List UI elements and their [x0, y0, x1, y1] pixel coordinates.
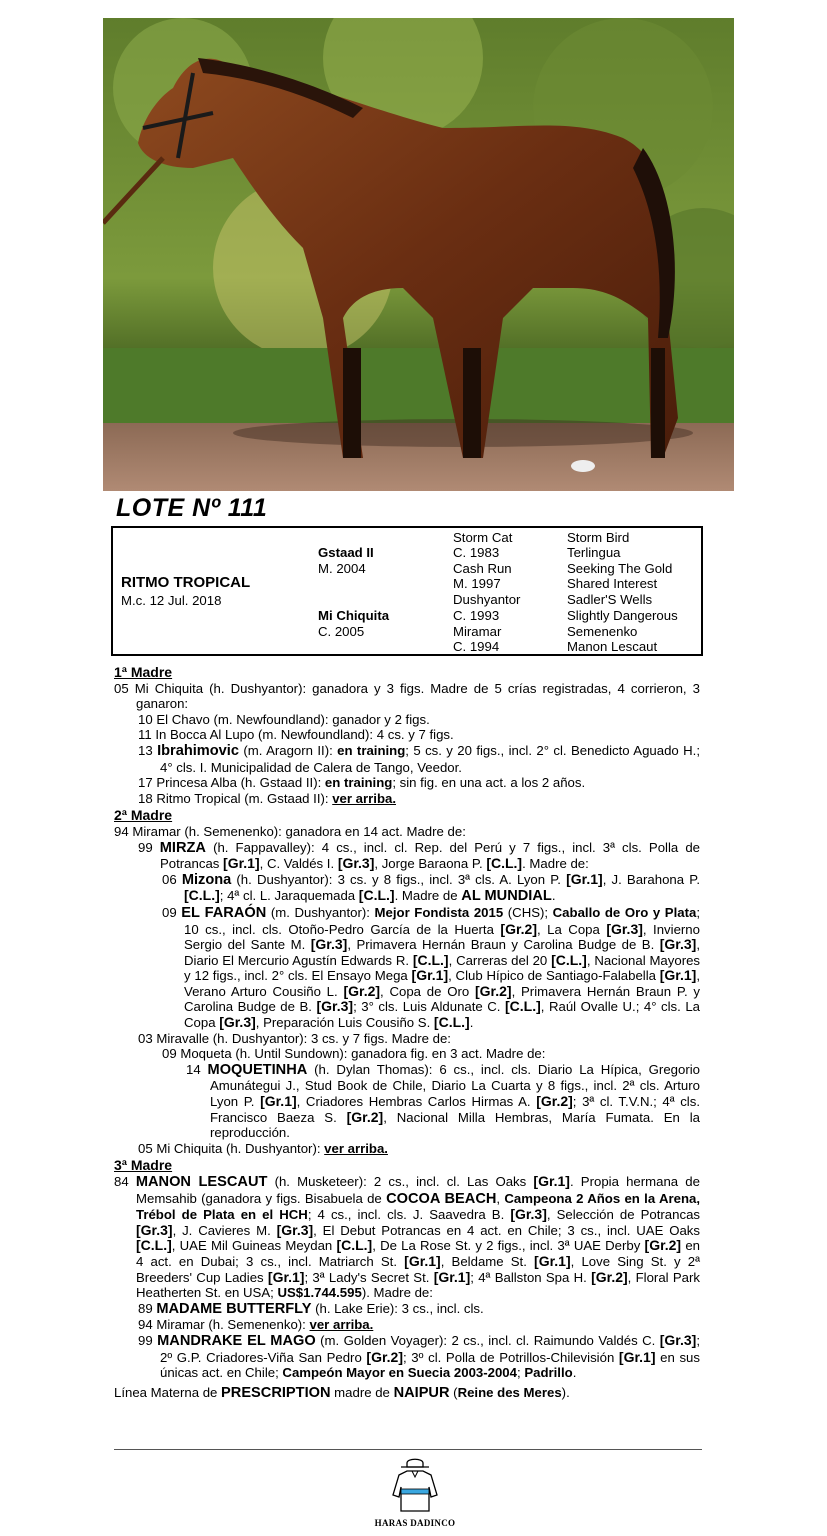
- maternal-line: Línea Materna de PRESCRIPTION madre de NAIPUR (Reine des Meres).: [114, 1384, 570, 1401]
- great-grandparent: Sadler'S Wells: [567, 592, 653, 607]
- entry-produce: 99 MANDRAKE EL MAGO (m. Golden Voyager): 2 cs., incl. cl. Raimundo Valdés C. [Gr.3]; 2º G.P. Criadores-Viña San Pedro [Gr.2]; 3º cl. Polla de Potrillos-Chilevisión [Gr.1] en sus únicas act. en Chile; Campeón Mayor en Suecia 2003-2004; Padrillo.: [138, 1331, 700, 1381]
- grandparent: Miramar: [453, 624, 502, 639]
- great-grandparent: Seeking The Gold: [567, 561, 673, 576]
- entry-produce: 10 El Chavo (m. Newfoundland): ganador y 2 figs.: [138, 711, 430, 727]
- entry-produce: 03 Miravalle (h. Dushyantor): 3 cs. y 7 figs. Madre de:: [138, 1030, 451, 1046]
- grandparent: Dushyantor: [453, 592, 521, 607]
- entry-produce: 11 In Bocca Al Lupo (m. Newfoundland): 4 cs. y 7 figs.: [138, 727, 454, 743]
- section-heading-3: 3ª Madre: [114, 1157, 173, 1174]
- great-grandparent: Slightly Dangerous: [567, 608, 678, 623]
- entry-produce: 17 Princesa Alba (h. Gstaad II): en training; sin fig. en una act. a los 2 años.: [138, 775, 586, 791]
- great-grandparent: Semenenko: [567, 624, 638, 639]
- entry-dam: 05 Mi Chiquita (h. Dushyantor): ganadora y 3 figs. Madre de 5 crías registradas, 4 corrieron, 3 ganaron:: [114, 680, 700, 712]
- grandparent-desc: C. 1993: [453, 608, 500, 623]
- divider: [114, 1449, 702, 1450]
- horse-photo-illustration: [103, 18, 734, 491]
- entry-produce: 09 Moqueta (h. Until Sundown): ganadora fig. en 3 act. Madre de:: [162, 1046, 546, 1062]
- sire-name: Gstaad II: [318, 545, 374, 560]
- entry-produce: 05 Mi Chiquita (h. Dushyantor): ver arriba.: [138, 1140, 388, 1156]
- entry-produce: 89 MADAME BUTTERFLY (h. Lake Erie): 3 cs., incl. cls.: [138, 1300, 484, 1317]
- entry-dam: 94 Miramar (h. Semenenko): ganadora en 14 act. Madre de:: [114, 823, 466, 839]
- section-heading-2: 2ª Madre: [114, 807, 173, 824]
- grandparent: Storm Cat: [453, 530, 513, 545]
- grandparent-desc: C. 1994: [453, 639, 500, 654]
- jockey-silks-logo: [385, 1455, 445, 1515]
- female-family: [114, 663, 700, 1401]
- see-above-link: ver arriba.: [309, 1317, 374, 1333]
- grandparent: Cash Run: [453, 561, 512, 576]
- dam-name: Mi Chiquita: [318, 608, 390, 623]
- great-grandparent: Storm Bird: [567, 530, 630, 545]
- great-grandparent: Manon Lescaut: [567, 639, 658, 654]
- entry-produce: 13 Ibrahimovic (m. Aragorn II): en training; 5 cs. y 20 figs., incl. 2° cl. Benedicto Aguado H.; 4° cls. I. Municipalidad de Calera de Tango, Veedor.: [138, 742, 701, 775]
- horse-desc: M.c. 12 Jul. 2018: [121, 593, 222, 608]
- grandparent-desc: M. 1997: [453, 576, 501, 591]
- see-above-link: ver arriba.: [332, 790, 396, 806]
- entry-produce: 14 MOQUETINHA (h. Dylan Thomas): 6 cs., incl. cls. Diario La Hípica, Gregorio Amunátegui J., Stud Book de Chile, Diario La Cuarta y 8 figs., incl. 2ª cls. Arturo Lyon P. [Gr.1], Criadores Hembras Carlos Hirmas A. [Gr.2]; 3ª cl. T.V.N.; 4ª cls. Francisco Baeza S. [Gr.2], Nacional Milla Hembras, María Fumata. En la reproducción.: [186, 1061, 700, 1141]
- horse-photo: [103, 18, 734, 491]
- entry-produce: 06 Mizona (h. Dushyantor): 3 cs. y 8 figs., incl. 3ª cls. A. Lyon P. [Gr.1], J. Barahona P. [C.L.]; 4ª cl. L. Jaraquemada [C.L.]. Madre de AL MUNDIAL.: [162, 870, 700, 905]
- entry-produce: 09 EL FARAÓN (m. Dushyantor): Mejor Fondista 2015 (CHS); Caballo de Oro y Plata; 10 cs., incl. cls. Otoño-Pedro García de la Huerta [Gr.2], La Copa [Gr.3], Invierno Sergio del Sante M. [Gr.3], Primavera Hernán Braun y Carolina Budge de B. [Gr.3], Diario El Mercurio Agustín Edwards R. [C.L.], Carreras del 20 [C.L.], Nacional Mayores y 12 figs., incl. 2° cls. El Ensayo Mega [Gr.1], Club Hípico de Santiago-Falabella [Gr.1], Verano Arturo Cousiño L. [Gr.2], Copa de Oro [Gr.2], Primavera Hernán Braun P. y Carolina Budge de B. [Gr.3]; 3° cls. Luis Aldunate C. [C.L.], Raúl Ovalle U.; 4° cls. La Copa [Gr.3], Preparación Luis Cousiño S. [C.L.].: [162, 904, 701, 1031]
- brand-name: HARAS DADINCO: [374, 1518, 456, 1528]
- entry-produce: 99 MIRZA (h. Fappavalley): 4 cs., incl. cl. Rep. del Perú y 7 figs., incl. 3ª cls. Polla de Potrancas [Gr.1], C. Valdés I. [Gr.3], Jorge Baraona P. [C.L.]. Madre de:: [138, 839, 700, 872]
- pedigree-table: [111, 526, 703, 656]
- horse-name: RITMO TROPICAL: [121, 574, 251, 591]
- great-grandparent: Shared Interest: [567, 576, 658, 591]
- entry-dam: 84 MANON LESCAUT (h. Musketeer): 2 cs., incl. cl. Las Oaks [Gr.1]. Propia hermana de Memsahib (ganadora y figs. Bisabuela de COCOA BEACH, Campeona 2 Años en la Arena, Trébol de Plata en el HCH; 4 cs., incl. cls. J. Saavedra B. [Gr.3], Selección de Potrancas [Gr.3], J. Cavieres M. [Gr.3], El Debut Potrancas en 4 act. en Chile; 3 cs., incl. UAE Oaks [C.L.], UAE Mil Guineas Meydan [C.L.], De La Rose St. y 2 figs., incl. 3ª UAE Derby [Gr.2] en 4 act. en Dubai; 3 cs., incl. Matriarch St. [Gr.1], Beldame St. [Gr.1], Love Sing St. y 2ª Breeders' Cup Ladies [Gr.1]; 3ª Lady's Secret St. [Gr.1]; 4ª Ballston Spa H. [Gr.2], Floral Park Heatherten St. en USA; US$1.744.595). Madre de:: [114, 1173, 700, 1301]
- see-above-link: ver arriba.: [324, 1140, 388, 1156]
- section-heading-1: 1ª Madre: [114, 664, 173, 680]
- great-grandparent: Terlingua: [567, 545, 621, 560]
- lot-title: LOTE Nº 111: [116, 494, 268, 522]
- grandparent-desc: C. 1983: [453, 545, 500, 560]
- dam-desc: C. 2005: [318, 624, 365, 639]
- sire-desc: M. 2004: [318, 561, 366, 576]
- entry-produce: 94 Miramar (h. Semenenko): ver arriba.: [138, 1317, 374, 1333]
- entry-produce: 18 Ritmo Tropical (m. Gstaad II): ver arriba.: [138, 790, 396, 806]
- jockey-silks-icon: [385, 1455, 445, 1515]
